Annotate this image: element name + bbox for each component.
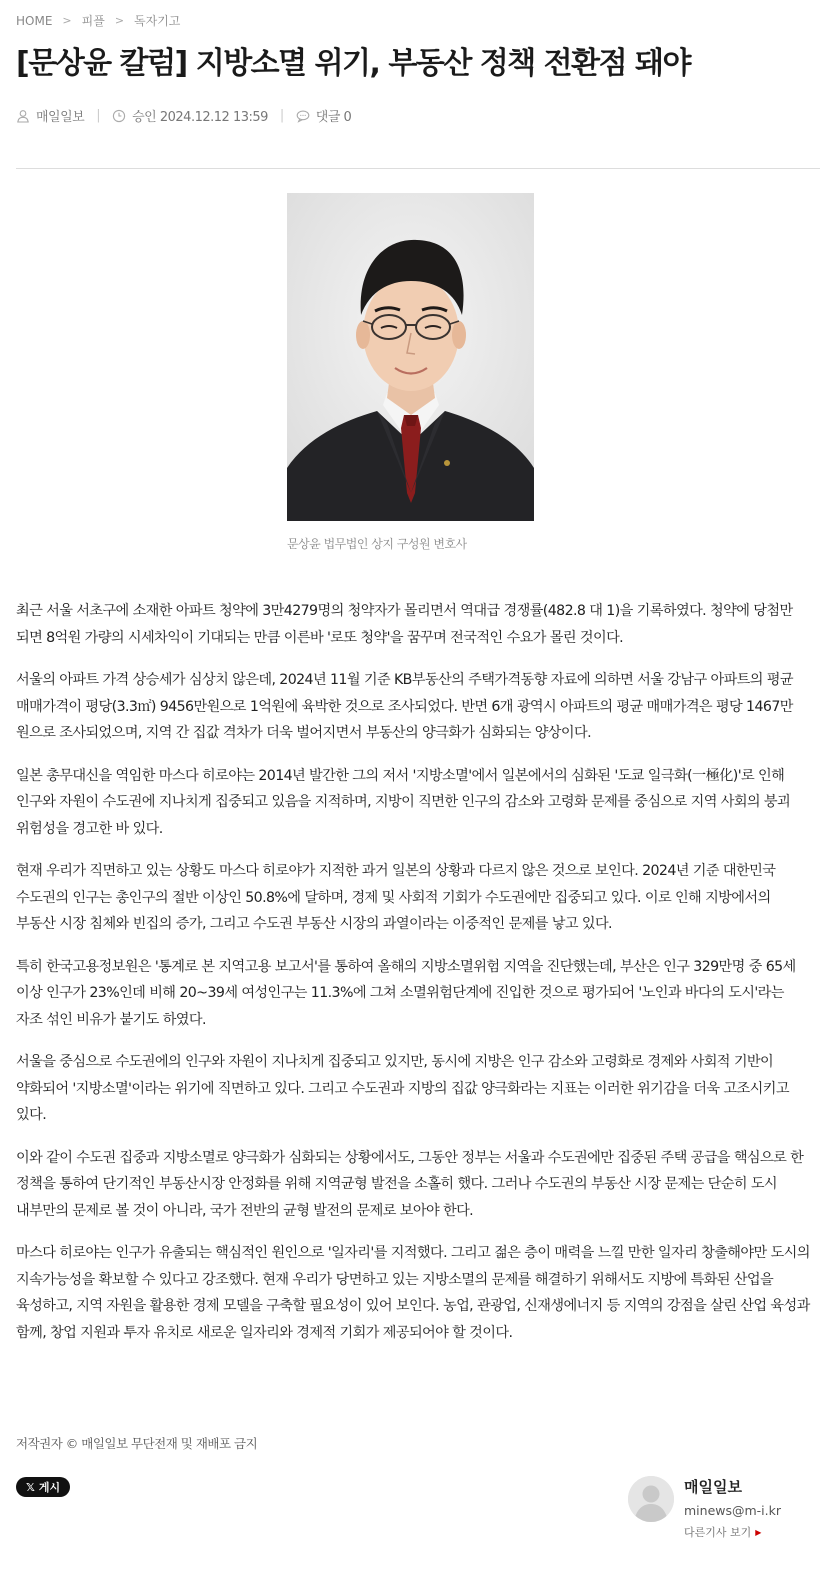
article-paragraph: 이와 같이 수도권 집중과 지방소멸로 양극화가 심화되는 상황에서도, 그동안 정부는 서울과 수도권에만 집중된 주택 공급을 핵심으로 한 정책을 통하여 단기적인 부동산시장 안정화를 위해 지역균형 발전을 소홀히 했다. 그러나 수도권의 부동산 시장 문제는 단순히 도시 내부만의 문제로 볼 것이 아니라, 국가 전반의 균형 발전의 문제로 보아야 한다.: [16, 1149, 804, 1219]
photo-caption: 문상윤 법무법인 상지 구성원 변호사: [287, 537, 467, 551]
chevron-right-icon: >: [62, 14, 72, 27]
article-body: [16, 598, 813, 1362]
article-paragraph: 서울의 아파트 가격 상승세가 심상치 않은데, 2024년 11월 기준 KB부동산의 주택가격동향 자료에 의하면 서울 강남구 아파트의 평균 매매가격이 평당(3.3㎡) 9456만원으로 1억원에 육박한 것으로 조사되었다. 반면 6개 광역시 아파트의 평균 매매가격은 평당 1467만 원으로 조사되었으며, 지역 간 집값 격차가 더욱 벌어지면서 부동산의 양극화가 심화되는 양상이다.: [16, 672, 794, 741]
article-paragraph: 마스다 히로야는 인구가 유출되는 핵심적인 원인으로 '일자리'를 지적했다. 그리고 젊은 층이 매력을 느낄 만한 일자리 창출해야만 도시의 지속가능성을 확보할 수 있다고 강조했다. 현재 우리가 당면하고 있는 지방소멸의 문제를 해결하기 위해서도 지방에 특화된 산업을 육성하고, 지역 자원을 활용한 경제 모델을 구축할 필요성이 있어 보인다. 농업, 관광업, 신재생에너지 등 지역의 강점을 살린 산업 육성과 함께, 창업 지원과 투자 유치로 새로운 일자리와 경제적 기회가 제공되어야 할 것이다.: [16, 1245, 810, 1341]
breadcrumb: [16, 12, 180, 29]
meta-approved-time: [112, 106, 268, 125]
header-divider: [16, 168, 820, 169]
meta-comments[interactable]: [296, 106, 352, 125]
author-name: 매일일보: [684, 1478, 742, 1496]
meta-approved-text: 승인 2024.12.12 13:59: [132, 110, 268, 125]
article-meta: [16, 106, 351, 125]
article-title: [문상윤 칼럼] 지방소멸 위기, 부동산 정책 전환점 돼야: [16, 46, 691, 81]
meta-divider: |: [279, 108, 284, 123]
breadcrumb-reader-contribution[interactable]: 독자기고: [134, 14, 181, 28]
x-post-label: 게시: [38, 1481, 61, 1494]
article-paragraph: 서울을 중심으로 수도권에의 인구와 자원이 지나치게 집중되고 있지만, 동시에 지방은 인구 감소와 고령화로 경제와 사회적 기반이 약화되어 '지방소멸'이라는 위기에 직면하고 있다. 그리고 수도권과 지방의 집값 양극화라는 지표는 이러한 위기감을 더욱 고조시키고 있다.: [16, 1054, 789, 1123]
x-logo-icon: 𝕏: [26, 1480, 35, 1494]
author-portrait-photo: [287, 193, 534, 521]
triangle-right-icon: ▶: [755, 1527, 762, 1537]
clock-icon: [112, 109, 126, 123]
chevron-right-icon: >: [114, 14, 125, 27]
x-post-button[interactable]: [16, 1477, 70, 1497]
copyright-notice: 저작권자 © 매일일보 무단전재 및 재배포 금지: [16, 1436, 258, 1451]
article-paragraph: 특히 한국고용정보원은 '통계로 본 지역고용 보고서'를 통하여 올해의 지방소멸위험 지역을 진단했는데, 부산은 인구 329만명 중 65세 이상 인구가 23%인데 비해 20~39세 여성인구는 11.3%에 그쳐 소멸위험단계에 진입한 것으로 평가되어 '노인과 바다의 도시'라는 자조 섞인 비유가 붙기도 하였다.: [16, 958, 796, 1028]
meta-divider: |: [96, 108, 101, 123]
article-paragraph: 최근 서울 서초구에 소재한 아파트 청약에 3만4279명의 청약자가 몰리면서 역대급 경쟁률(482.8 대 1)을 기록하였다. 청약에 당첨만 되면 8억원 가량의 시세차익이 기대되는 만큼 이른바 '로또 청약'을 꿈꾸며 전국적인 수요가 몰린 것이다.: [16, 603, 793, 646]
author-email[interactable]: minews@m-i.kr: [684, 1503, 782, 1518]
more-articles-label: 다른기사 보기: [684, 1526, 752, 1539]
avatar: [628, 1476, 674, 1522]
meta-comments-count: 댓글 0: [315, 110, 352, 125]
breadcrumb-people[interactable]: 피플: [81, 14, 105, 28]
meta-author: [16, 106, 84, 125]
author-box: [628, 1476, 781, 1540]
more-articles-link[interactable]: [684, 1524, 781, 1540]
article-paragraph: 현재 우리가 직면하고 있는 상황도 마스다 히로야가 지적한 과거 일본의 상황과 다르지 않은 것으로 보인다. 2024년 기준 대한민국 수도권의 인구는 총인구의 절반 이상인 50.8%에 달하며, 경제 및 사회적 기회가 수도권에만 집중되고 있다. 이로 인해 지방에서의 부동산 시장 침체와 빈집의 증가, 그리고 수도권 부동산 시장의 과열이라는 이중적인 문제를 낳고 있다.: [16, 863, 776, 932]
person-icon: [16, 109, 30, 123]
speech-bubble-icon: [296, 109, 310, 123]
article-paragraph: 일본 총무대신을 역임한 마스다 히로야는 2014년 발간한 그의 저서 '지방소멸'에서 일본에서의 심화된 '도쿄 일극화(一極化)'로 인해 인구와 자원이 수도권에 지나치게 집중되고 있음을 지적하며, 지방이 직면한 인구의 감소와 고령화 문제를 중심으로 지역 사회의 붕괴 위험성을 경고한 바 있다.: [16, 767, 791, 837]
breadcrumb-home[interactable]: HOME: [16, 13, 53, 28]
author-info: [684, 1476, 781, 1540]
meta-author-name: 매일일보: [36, 110, 85, 125]
